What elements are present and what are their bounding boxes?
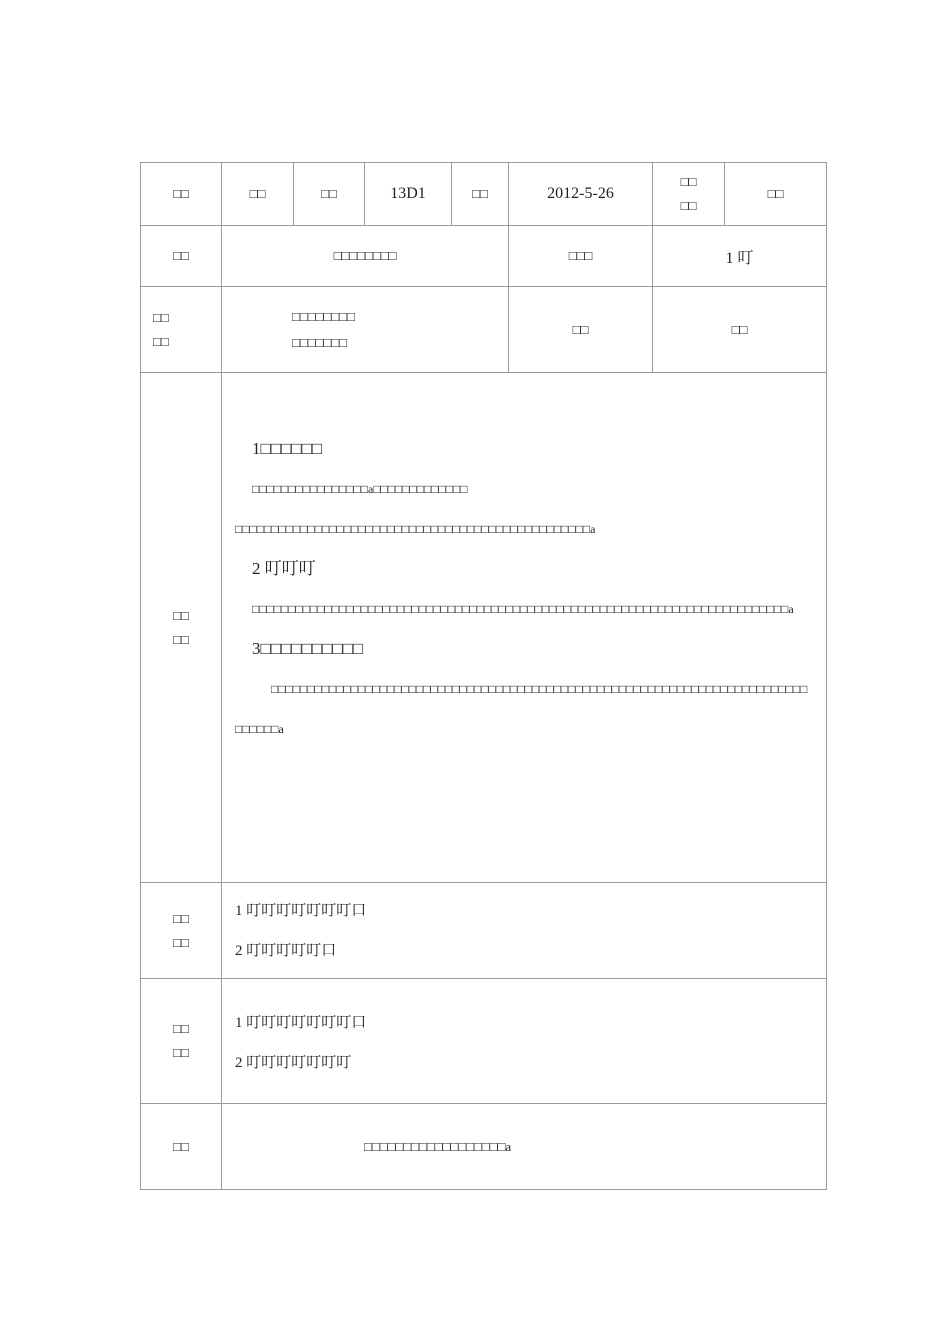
difficulty-2: 2 叮叮叮叮叮叮叮 [235, 1055, 352, 1071]
periods-label: □□□ [509, 226, 653, 287]
topic-value: □□□□□□□□ [222, 226, 509, 287]
form-table [140, 162, 827, 1190]
notes-label: □□ [141, 1104, 222, 1190]
goal-label-line2: □□ [153, 333, 169, 349]
section-1-para-2: □□□□□□□□□□□□□□□□□□□□□□□□□□□□□□□□□□□□□□□□□□□□□□□□□a [235, 522, 596, 536]
type-label: □□ [509, 287, 653, 373]
header-cell-7-line2: □□ [680, 198, 697, 213]
content-label-line2: □□ [173, 631, 189, 647]
difficulty-body [222, 979, 827, 1104]
section-2-para-1: □□□□□□□□□□□□□□□□□□□□□□□□□□□□□□□□□□□□□□□□□□□□□□□□□□□□□□□□□□□□□□□□□□□□□□□□□□a [252, 602, 794, 616]
notes-value: □□□□□□□□□□□□□□□□□□a [222, 1104, 827, 1190]
difficulty-label-line1: □□ [173, 1021, 189, 1036]
keypoints-label-line1: □□ [173, 910, 189, 926]
keypoint-1: 1 叮叮叮叮叮叮叮口 [235, 903, 367, 919]
periods-value: 1 叮 [653, 226, 827, 287]
goal-value-line2: □□□□□□□ [292, 334, 347, 350]
topic-row [141, 226, 827, 287]
section-1-title: 1□□□□□□ [252, 439, 323, 458]
header-cell-class: 13D1 [365, 163, 452, 226]
header-cell-date: 2012-5-26 [509, 163, 653, 226]
difficulty-label [141, 979, 222, 1104]
notes-row [141, 1104, 827, 1190]
keypoints-row [141, 883, 827, 979]
section-1-para-1: □□□□□□□□□□□□□□□□a□□□□□□□□□□□□□ [252, 482, 468, 496]
section-3-title: 3□□□□□□□□□□ [252, 639, 364, 658]
header-cell-2: □□ [222, 163, 294, 226]
header-cell-3: □□ [294, 163, 365, 226]
header-cell-5: □□ [452, 163, 509, 226]
header-cell-7 [653, 163, 725, 226]
content-body [222, 373, 827, 883]
keypoints-label-line2: □□ [173, 934, 189, 950]
keypoints-body [222, 883, 827, 979]
section-3-para-1: □□□□□□□□□□□□□□□□□□□□□□□□□□□□□□□□□□□□□□□□□□□□□□□□□□□□□□□□□□□□□□□□□□□□□□□□□□□□□□□□a [235, 682, 808, 736]
goal-label [141, 287, 222, 373]
section-2-title: 2 叮叮叮 [252, 559, 316, 578]
topic-label: □□ [141, 226, 222, 287]
header-row [141, 163, 827, 226]
difficulty-row [141, 979, 827, 1104]
goal-row [141, 287, 827, 373]
lesson-plan-form [140, 162, 826, 1196]
goal-value [222, 287, 509, 373]
content-row [141, 373, 827, 883]
header-cell-7-line1: □□ [680, 174, 697, 189]
keypoint-2: 2 叮叮叮叮叮口 [235, 943, 337, 959]
content-label-line1: □□ [173, 607, 189, 623]
content-label [141, 373, 222, 883]
type-value: □□ [653, 287, 827, 373]
keypoints-label [141, 883, 222, 979]
difficulty-label-line2: □□ [173, 1045, 189, 1060]
difficulty-1: 1 叮叮叮叮叮叮叮口 [235, 1015, 367, 1031]
header-cell-8: □□ [725, 163, 827, 226]
goal-value-line1: □□□□□□□□ [292, 308, 355, 324]
goal-label-line1: □□ [153, 309, 169, 325]
header-cell-1: □□ [141, 163, 222, 226]
